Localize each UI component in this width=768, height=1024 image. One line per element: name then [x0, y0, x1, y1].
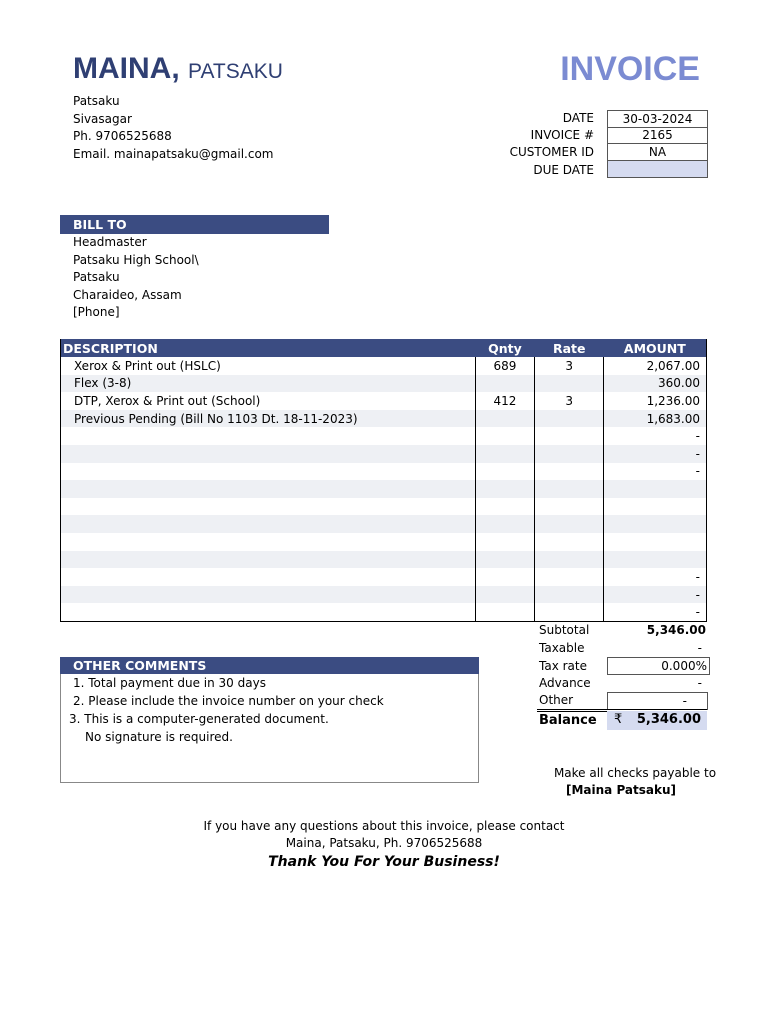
item-amount[interactable]: 360.00: [604, 375, 707, 393]
taxable-label: Taxable: [539, 641, 585, 655]
header-amount: AMOUNT: [604, 339, 707, 357]
item-description[interactable]: DTP, Xerox & Print out (School): [61, 392, 476, 410]
table-row: [61, 463, 707, 481]
thank-you-note: Thank You For Your Business!: [268, 854, 500, 870]
table-row: [61, 533, 707, 551]
item-qty[interactable]: [475, 445, 535, 463]
header-description: DESCRIPTION: [61, 339, 476, 357]
comment-line: 2. Please include the invoice number on your check: [73, 694, 384, 708]
table-row: [61, 357, 707, 375]
subtotal-label: Subtotal: [539, 623, 590, 637]
item-amount[interactable]: -: [604, 463, 707, 481]
date-value[interactable]: 30-03-2024: [607, 110, 708, 128]
item-rate[interactable]: [535, 586, 604, 604]
table-row: [61, 568, 707, 586]
footer-contact-details: Maina, Patsaku, Ph. 9706525688: [285, 836, 483, 850]
table-row: [61, 603, 707, 621]
other-value-field[interactable]: [607, 692, 708, 710]
item-amount[interactable]: [604, 480, 707, 498]
item-amount[interactable]: -: [604, 427, 707, 445]
payable-name: [Maina Patsaku]: [565, 783, 676, 797]
footer-contact-line: If you have any questions about this invoice, please contact: [203, 819, 565, 833]
subtotal-value: 5,346.00: [646, 623, 706, 637]
balance-value: 5,346.00: [636, 712, 701, 727]
item-description[interactable]: [61, 480, 476, 498]
advance-label: Advance: [539, 676, 591, 690]
header-rate: Rate: [535, 339, 604, 357]
item-description[interactable]: [61, 568, 476, 586]
address-line: Sivasagar: [73, 111, 132, 126]
item-qty[interactable]: [475, 410, 535, 428]
currency-symbol: ₹: [614, 712, 623, 727]
item-rate[interactable]: [535, 445, 604, 463]
company-name: [73, 52, 283, 86]
item-amount[interactable]: [604, 533, 707, 551]
taxable-value: -: [697, 641, 702, 655]
comment-line: 3. This is a computer-generated document.: [69, 712, 329, 726]
item-description[interactable]: [61, 445, 476, 463]
table-row: [61, 586, 707, 604]
other-label: Other: [539, 693, 574, 707]
items-table: [60, 339, 707, 622]
item-description[interactable]: Flex (3-8): [61, 375, 476, 393]
item-qty[interactable]: 689: [475, 357, 535, 375]
item-amount[interactable]: -: [604, 586, 707, 604]
item-qty[interactable]: [475, 498, 535, 516]
item-rate[interactable]: [535, 463, 604, 481]
payable-note: Make all checks payable to: [553, 766, 717, 780]
item-amount[interactable]: 2,067.00: [604, 357, 707, 375]
tax-rate-label: Tax rate: [539, 659, 587, 673]
table-row: [61, 445, 707, 463]
comment-line: No signature is required.: [85, 730, 233, 744]
customer-id-value[interactable]: NA: [607, 144, 708, 161]
item-rate[interactable]: [535, 533, 604, 551]
address-line: Ph. 9706525688: [73, 129, 172, 143]
item-description[interactable]: [61, 586, 476, 604]
tax-rate-value[interactable]: 0.000%: [607, 657, 710, 675]
date-label: DATE: [562, 111, 594, 125]
item-amount[interactable]: -: [604, 568, 707, 586]
item-qty[interactable]: 412: [475, 392, 535, 410]
item-qty[interactable]: [475, 603, 535, 621]
item-description[interactable]: [61, 603, 476, 621]
item-rate[interactable]: [535, 603, 604, 621]
item-qty[interactable]: [475, 515, 535, 533]
due-date-value[interactable]: [607, 161, 708, 178]
item-amount[interactable]: -: [604, 603, 707, 621]
item-rate[interactable]: 3: [535, 392, 604, 410]
item-amount[interactable]: 1,683.00: [604, 410, 707, 428]
item-qty[interactable]: [475, 551, 535, 569]
item-rate[interactable]: [535, 568, 604, 586]
company-sub-name: PATSAKU: [188, 60, 283, 83]
address-line: Patsaku: [73, 94, 120, 108]
item-amount[interactable]: 1,236.00: [604, 392, 707, 410]
invoice-number-value[interactable]: 2165: [607, 127, 708, 144]
customer-id-label: CUSTOMER ID: [509, 145, 594, 159]
bill-to-line: Patsaku High School\: [73, 252, 199, 267]
invoice-number-label: INVOICE #: [530, 128, 594, 142]
address-line: Email. mainapatsaku@gmail.com: [73, 146, 274, 161]
bill-to-line: Headmaster: [73, 235, 147, 249]
item-rate[interactable]: 3: [535, 357, 604, 375]
header-qty: Qnty: [475, 339, 535, 357]
item-rate[interactable]: [535, 551, 604, 569]
item-amount[interactable]: [604, 551, 707, 569]
item-description[interactable]: [61, 515, 476, 533]
comments-heading: OTHER COMMENTS: [60, 657, 479, 674]
bill-to-address: [73, 234, 199, 322]
balance-label: Balance: [539, 713, 597, 728]
balance-field: [607, 711, 707, 730]
company-address: [73, 93, 274, 163]
item-description[interactable]: Xerox & Print out (HSLC): [61, 357, 476, 375]
item-qty[interactable]: [475, 375, 535, 393]
item-description[interactable]: [61, 463, 476, 481]
bill-to-line: [Phone]: [73, 305, 120, 320]
item-rate[interactable]: [535, 375, 604, 393]
table-row: [61, 392, 707, 410]
item-qty[interactable]: [475, 568, 535, 586]
item-qty[interactable]: [475, 463, 535, 481]
item-amount[interactable]: [604, 515, 707, 533]
advance-value: -: [697, 676, 702, 690]
item-rate[interactable]: [535, 410, 604, 428]
bill-to-heading: BILL TO: [60, 215, 329, 234]
item-description[interactable]: [61, 427, 476, 445]
item-amount[interactable]: [604, 498, 707, 516]
bill-to-line: Charaideo, Assam: [73, 287, 182, 302]
item-description[interactable]: [61, 498, 476, 516]
table-row: [61, 551, 707, 569]
item-rate[interactable]: [535, 427, 604, 445]
item-rate[interactable]: [535, 515, 604, 533]
item-qty[interactable]: [475, 533, 535, 551]
item-qty[interactable]: [475, 480, 535, 498]
item-rate[interactable]: [535, 498, 604, 516]
item-rate[interactable]: [535, 480, 604, 498]
company-main-name: MAINA,: [73, 52, 180, 85]
other-value: -: [682, 694, 687, 708]
table-row: [61, 515, 707, 533]
document-title: INVOICE: [560, 50, 700, 88]
bill-to-line: Patsaku: [73, 270, 120, 285]
item-description[interactable]: [61, 551, 476, 569]
items-header-row: [61, 339, 707, 357]
table-row: [61, 410, 707, 428]
table-row: [61, 375, 707, 393]
item-qty[interactable]: [475, 586, 535, 604]
item-description[interactable]: [61, 533, 476, 551]
comment-line: 1. Total payment due in 30 days: [73, 676, 266, 690]
item-qty[interactable]: [475, 427, 535, 445]
table-row: [61, 498, 707, 516]
table-row: [61, 480, 707, 498]
due-date-label: DUE DATE: [533, 163, 594, 177]
item-amount[interactable]: -: [604, 445, 707, 463]
item-description[interactable]: Previous Pending (Bill No 1103 Dt. 18-11-2023): [61, 410, 476, 428]
table-row: [61, 427, 707, 445]
